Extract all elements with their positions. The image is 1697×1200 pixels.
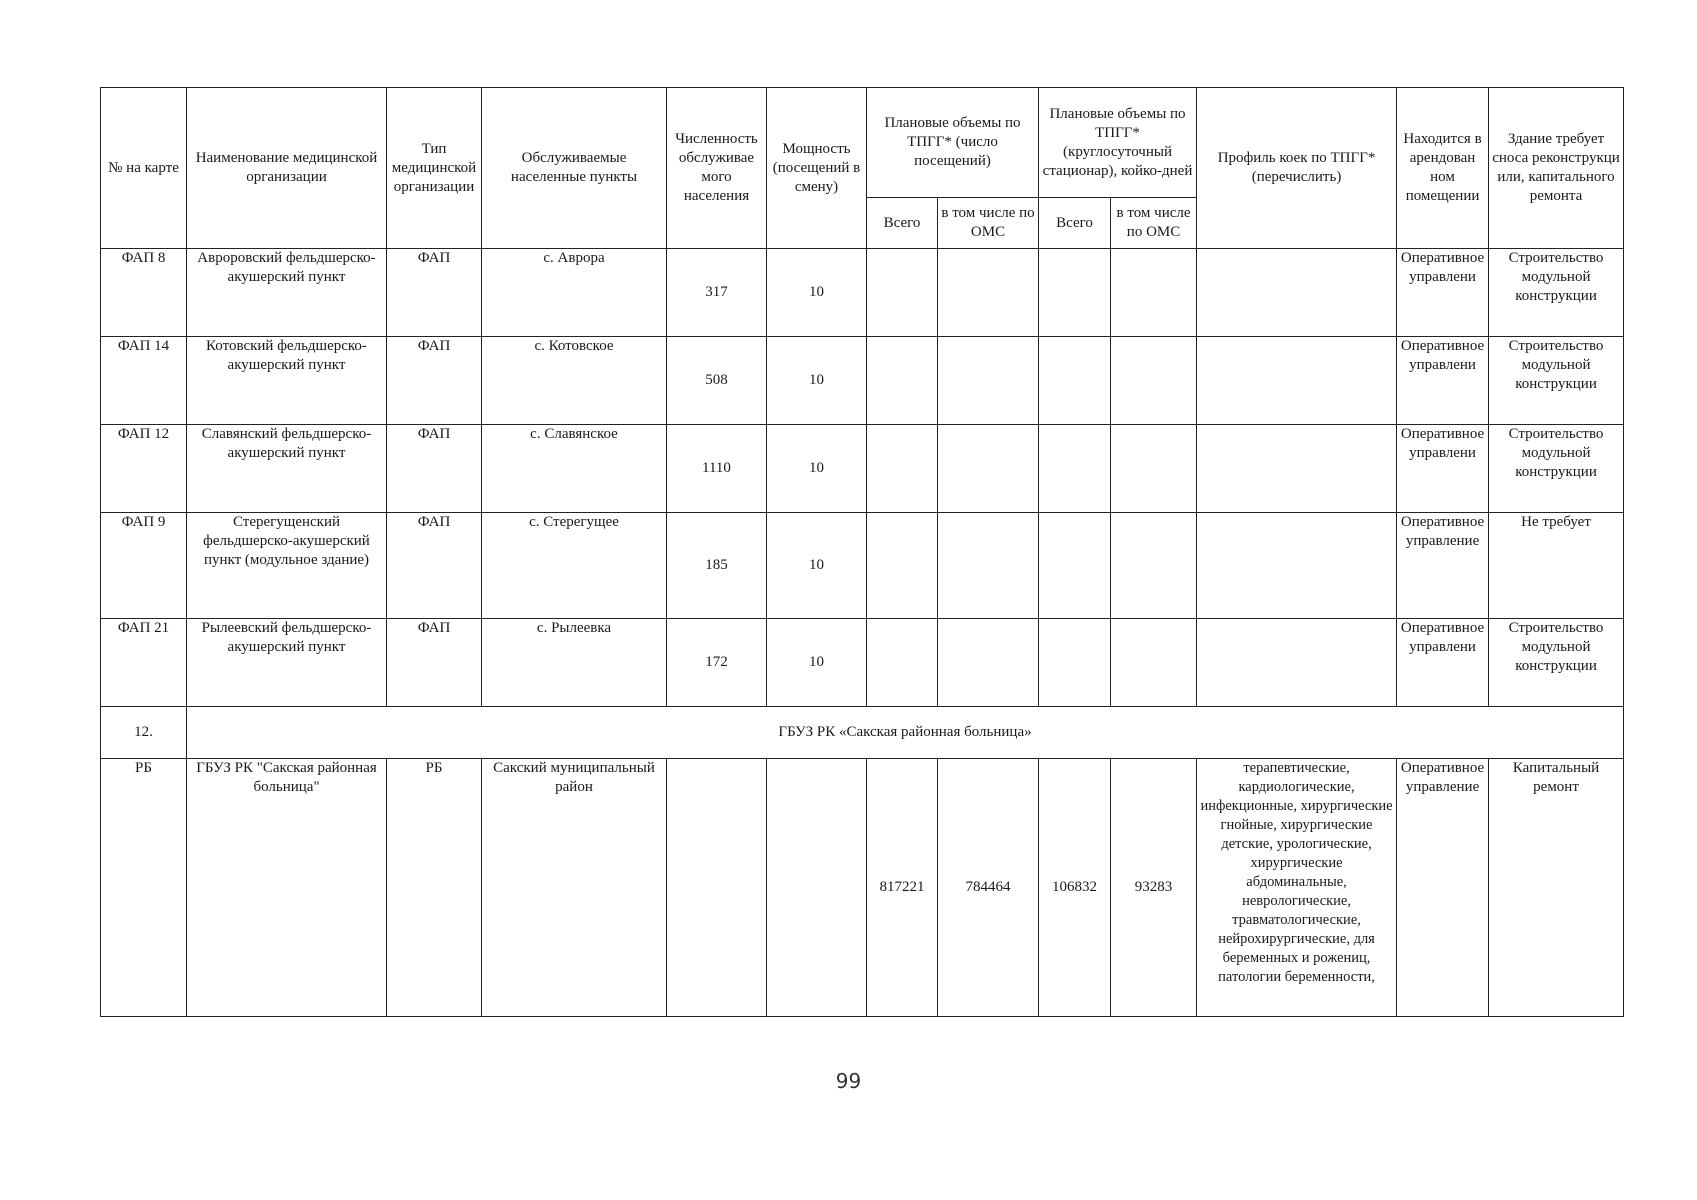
cell-premises: Оперативное управлени (1397, 619, 1489, 707)
cell-visits-total (867, 513, 938, 619)
cell-building: Строительство модульной конструкции (1489, 425, 1624, 513)
cell-visits-oms (938, 337, 1039, 425)
header-settlements: Обслуживаемые населенные пункты (482, 88, 667, 249)
cell-premises: Оперативное управлени (1397, 337, 1489, 425)
cell-visits-oms (938, 425, 1039, 513)
cell-settlement: с. Котовское (482, 337, 667, 425)
facilities-table (100, 87, 1624, 1017)
header-beds-oms: в том числе по ОМС (1111, 198, 1197, 249)
cell-org-type: ФАП (387, 249, 482, 337)
cell-premises: Оперативное управление (1397, 759, 1489, 1017)
cell-building: Строительство модульной конструкции (1489, 337, 1624, 425)
cell-profile (1197, 249, 1397, 337)
header-visits-oms: в том числе по ОМС (938, 198, 1039, 249)
cell-population: 508 (667, 337, 767, 425)
cell-capacity (767, 759, 867, 1017)
table-row (101, 337, 1624, 425)
cell-org-name: Рылеевский фельдшерско-акушерский пункт (187, 619, 387, 707)
page-number: 99 (835, 1069, 862, 1093)
table-row (101, 759, 1624, 1017)
cell-org-name: Славянский фельдшерско-акушерский пункт (187, 425, 387, 513)
cell-visits-oms (938, 619, 1039, 707)
cell-profile: терапевтические, кардиологические, инфекционные, хирургические гнойные, хирургические детские, урологические, хирургические абдоминальные, неврологические, травматологические, нейрохирургические, для беременных и рожениц, патологии беременности, (1197, 759, 1397, 1017)
header-profile: Профиль коек по ТПГГ* (перечислить) (1197, 88, 1397, 249)
table-row (101, 619, 1624, 707)
cell-beds-oms (1111, 249, 1197, 337)
cell-beds-total (1039, 425, 1111, 513)
cell-beds-oms (1111, 425, 1197, 513)
cell-visits-total (867, 619, 938, 707)
cell-beds-oms: 93283 (1111, 759, 1197, 1017)
cell-visits-oms (938, 249, 1039, 337)
cell-population: 1110 (667, 425, 767, 513)
cell-settlement: Сакский муниципальный район (482, 759, 667, 1017)
cell-org-type: ФАП (387, 619, 482, 707)
cell-settlement: с. Рылеевка (482, 619, 667, 707)
cell-settlement: с. Стерегущее (482, 513, 667, 619)
cell-population (667, 759, 767, 1017)
cell-population: 317 (667, 249, 767, 337)
cell-beds-total (1039, 513, 1111, 619)
cell-capacity: 10 (767, 337, 867, 425)
cell-profile (1197, 337, 1397, 425)
cell-map-no: ФАП 9 (101, 513, 187, 619)
cell-beds-total (1039, 337, 1111, 425)
cell-settlement: с. Славянское (482, 425, 667, 513)
cell-map-no: ФАП 14 (101, 337, 187, 425)
cell-visits-total (867, 249, 938, 337)
cell-capacity: 10 (767, 249, 867, 337)
header-population: Численность обслуживае мого населения (667, 88, 767, 249)
header-hospital-group: Плановые объемы по ТПГГ* (круглосуточный стационар), койко-дней (1039, 88, 1197, 198)
cell-capacity: 10 (767, 619, 867, 707)
cell-visits-total (867, 425, 938, 513)
cell-beds-oms (1111, 619, 1197, 707)
cell-map-no: ФАП 12 (101, 425, 187, 513)
table-row (101, 513, 1624, 619)
header-capacity: Мощность (посещений в смену) (767, 88, 867, 249)
section-title: ГБУЗ РК «Сакская районная больница» (187, 707, 1624, 759)
cell-org-type: ФАП (387, 337, 482, 425)
cell-map-no: ФАП 21 (101, 619, 187, 707)
section-number: 12. (101, 707, 187, 759)
cell-org-type: ФАП (387, 425, 482, 513)
header-beds-total: Всего (1039, 198, 1111, 249)
header-org-name: Наименование медицинской организации (187, 88, 387, 249)
cell-profile (1197, 619, 1397, 707)
header-map-no: № на карте (101, 88, 187, 249)
cell-org-name: ГБУЗ РК "Сакская районная больница" (187, 759, 387, 1017)
header-building: Здание требует сноса реконструкци или, капитального ремонта (1489, 88, 1624, 249)
section-row (101, 707, 1624, 759)
cell-org-type: ФАП (387, 513, 482, 619)
cell-population: 185 (667, 513, 767, 619)
cell-org-name: Стерегущенский фельдшерско-акушерский пункт (модульное здание) (187, 513, 387, 619)
cell-visits-total: 817221 (867, 759, 938, 1017)
cell-org-name: Котовский фельдшерско-акушерский пункт (187, 337, 387, 425)
cell-premises: Оперативное управлени (1397, 249, 1489, 337)
header-visits-group: Плановые объемы по ТПГГ* (число посещений) (867, 88, 1039, 198)
cell-population: 172 (667, 619, 767, 707)
cell-premises: Оперативное управлени (1397, 425, 1489, 513)
cell-building: Капитальный ремонт (1489, 759, 1624, 1017)
cell-building: Строительство модульной конструкции (1489, 249, 1624, 337)
cell-capacity: 10 (767, 513, 867, 619)
cell-map-no: ФАП 8 (101, 249, 187, 337)
cell-org-type: РБ (387, 759, 482, 1017)
cell-beds-total (1039, 249, 1111, 337)
cell-beds-total (1039, 619, 1111, 707)
cell-visits-total (867, 337, 938, 425)
cell-beds-oms (1111, 337, 1197, 425)
cell-beds-total: 106832 (1039, 759, 1111, 1017)
cell-profile (1197, 425, 1397, 513)
header-premises: Находится в арендован ном помещении (1397, 88, 1489, 249)
cell-profile (1197, 513, 1397, 619)
cell-beds-oms (1111, 513, 1197, 619)
cell-visits-oms: 784464 (938, 759, 1039, 1017)
cell-building: Строительство модульной конструкции (1489, 619, 1624, 707)
cell-org-name: Авроровский фельдшерско-акушерский пункт (187, 249, 387, 337)
table-row (101, 249, 1624, 337)
table-row (101, 425, 1624, 513)
cell-premises: Оперативное управление (1397, 513, 1489, 619)
cell-capacity: 10 (767, 425, 867, 513)
cell-map-no: РБ (101, 759, 187, 1017)
cell-settlement: с. Аврора (482, 249, 667, 337)
cell-building: Не требует (1489, 513, 1624, 619)
cell-visits-oms (938, 513, 1039, 619)
header-org-type: Тип медицинской организации (387, 88, 482, 249)
header-visits-total: Всего (867, 198, 938, 249)
